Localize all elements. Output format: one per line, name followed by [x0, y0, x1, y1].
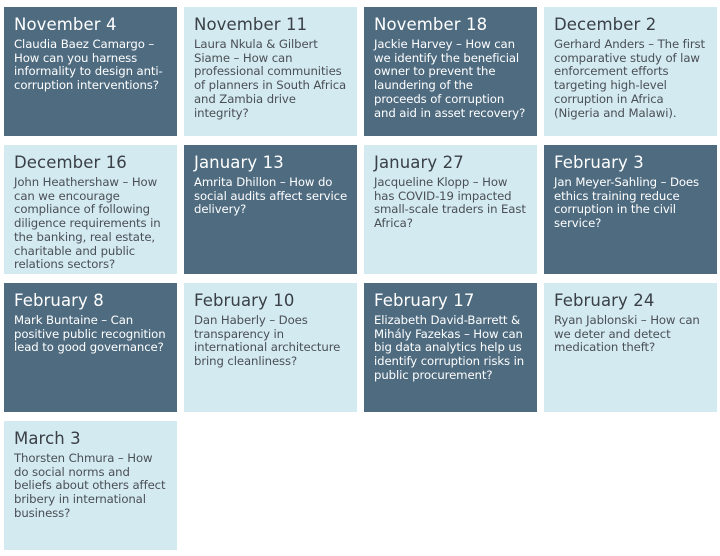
- session-description: Amrita Dhillon – How do social audits affect service delivery?: [194, 175, 348, 217]
- session-date: November 4: [14, 15, 117, 34]
- session-card: [184, 7, 357, 136]
- session-card: [364, 145, 537, 274]
- session-date: February 8: [14, 291, 104, 310]
- session-description: Dan Haberly – Does transparency in international architecture bring cleanliness?: [194, 313, 341, 369]
- session-date: January 13: [194, 153, 284, 172]
- session-description: Ryan Jablonski – How can we deter and detect medication theft?: [554, 313, 700, 355]
- session-description: Jacqueline Klopp – How has COVID-19 impacted small-scale traders in East Africa?: [374, 175, 526, 231]
- session-card: [544, 7, 717, 136]
- session-date: February 3: [554, 153, 644, 172]
- session-card: [364, 283, 537, 412]
- session-description: Jackie Harvey – How can we identify the beneficial owner to prevent the laundering of the proceeds of corruption and aid in asset recovery?: [374, 37, 526, 120]
- session-card: [544, 145, 717, 274]
- session-card: [184, 283, 357, 412]
- session-description: John Heathershaw – How can we encourage compliance of following diligence requirements in the banking, real estate, charitable and public relations sectors?: [14, 175, 161, 272]
- session-grid: [4, 7, 716, 550]
- session-date: December 16: [14, 153, 127, 172]
- session-date: January 27: [374, 153, 464, 172]
- session-description: Gerhard Anders – The first comparative study of law enforcement efforts targeting high-level corruption in Africa (Nigeria and Malawi).: [554, 37, 706, 120]
- session-date: December 2: [554, 15, 657, 34]
- session-date: March 3: [14, 429, 81, 448]
- session-description: Claudia Baez Camargo – How can you harness informality to design anti-corruption interventions?: [14, 37, 163, 93]
- session-date: November 11: [194, 15, 308, 34]
- session-card: [184, 145, 357, 274]
- session-date: November 18: [374, 15, 488, 34]
- session-description: Jan Meyer-Sahling – Does ethics training reduce corruption in the civil service?: [554, 175, 700, 231]
- session-card: [4, 7, 177, 136]
- session-description: Thorsten Chmura – How do social norms and beliefs about others affect bribery in international business?: [14, 451, 166, 520]
- session-description: Elizabeth David-Barrett & Mihály Fazekas – How can big data analytics help us identify corruption risks in public procurement?: [374, 313, 525, 382]
- session-card: [364, 7, 537, 136]
- session-card: [4, 421, 177, 550]
- session-description: Mark Buntaine – Can positive public recognition lead to good governance?: [14, 313, 166, 355]
- session-date: February 24: [554, 291, 655, 310]
- session-description: Laura Nkula & Gilbert Siame – How can professional communities of planners in South Africa and Zambia drive integrity?: [194, 37, 347, 120]
- session-card: [4, 283, 177, 412]
- session-card: [4, 145, 177, 274]
- session-date: February 17: [374, 291, 475, 310]
- session-card: [544, 283, 717, 412]
- session-date: February 10: [194, 291, 295, 310]
